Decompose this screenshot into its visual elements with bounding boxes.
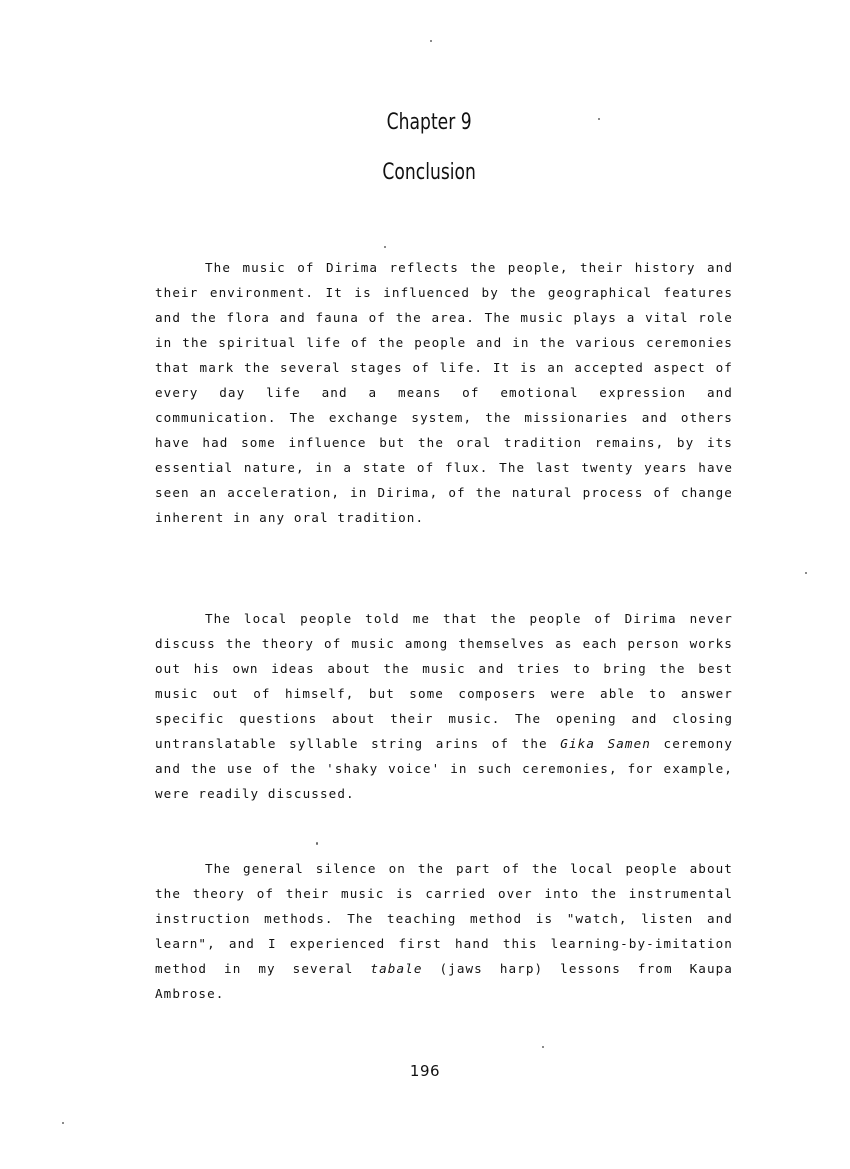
- paragraph-2: [155, 606, 733, 806]
- paragraph-3-text-after: (jaws harp) lessons from Kaupa Ambrose.: [155, 961, 733, 1001]
- paragraph-3: [155, 856, 733, 1006]
- paragraph-1: [155, 255, 733, 530]
- scan-speck: [805, 572, 807, 574]
- scan-speck: [384, 246, 386, 248]
- ceremony-name-emphasis: Gika Samen: [560, 736, 651, 751]
- scan-speck: [542, 1046, 544, 1048]
- paragraph-1-text: The music of Dirima reflects the people, their history and their environment. It is influenced by the geographical features and the flora and fauna of the area. The music plays a vital role in the spiritual life of the people and in the various ceremonies that mark the several stages of life. It is an accepted aspect of every day life and a means of emotional expression and communication. The exchange system, the missionaries and others have had some influence but the oral tradition remains, by its essential nature, in a state of flux. The last twenty years have seen an acceleration, in Dirima, of the natural process of change inherent in any oral tradition.: [155, 260, 733, 525]
- paragraph-3-text-before: The general silence on the part of the local people about the theory of their music is carried over into the instrumental instruction methods. The teaching method is "watch, listen and learn", and I experienced first hand this learning-by-imitation method in my several: [155, 861, 733, 976]
- scan-speck: [430, 40, 432, 42]
- chapter-label: Chapter 9: [386, 110, 472, 135]
- page-number: 196: [409, 1062, 441, 1080]
- paragraph-2-text-after: ceremony and the use of the 'shaky voice' in such ceremonies, for example, were readily discussed.: [155, 736, 733, 801]
- scan-speck: [316, 842, 318, 845]
- scan-speck: [598, 118, 600, 120]
- chapter-title: Conclusion: [382, 160, 476, 185]
- paragraph-2-text-before: The local people told me that the people of Dirima never discuss the theory of music among themselves as each person works out his own ideas about the music and tries to bring the best music out of himself, but some composers were able to answer specific questions about their music. The opening and closing untranslatable syllable string arins of the: [155, 611, 733, 751]
- instrument-name-emphasis: tabale: [370, 961, 423, 976]
- scan-speck: [62, 1122, 64, 1124]
